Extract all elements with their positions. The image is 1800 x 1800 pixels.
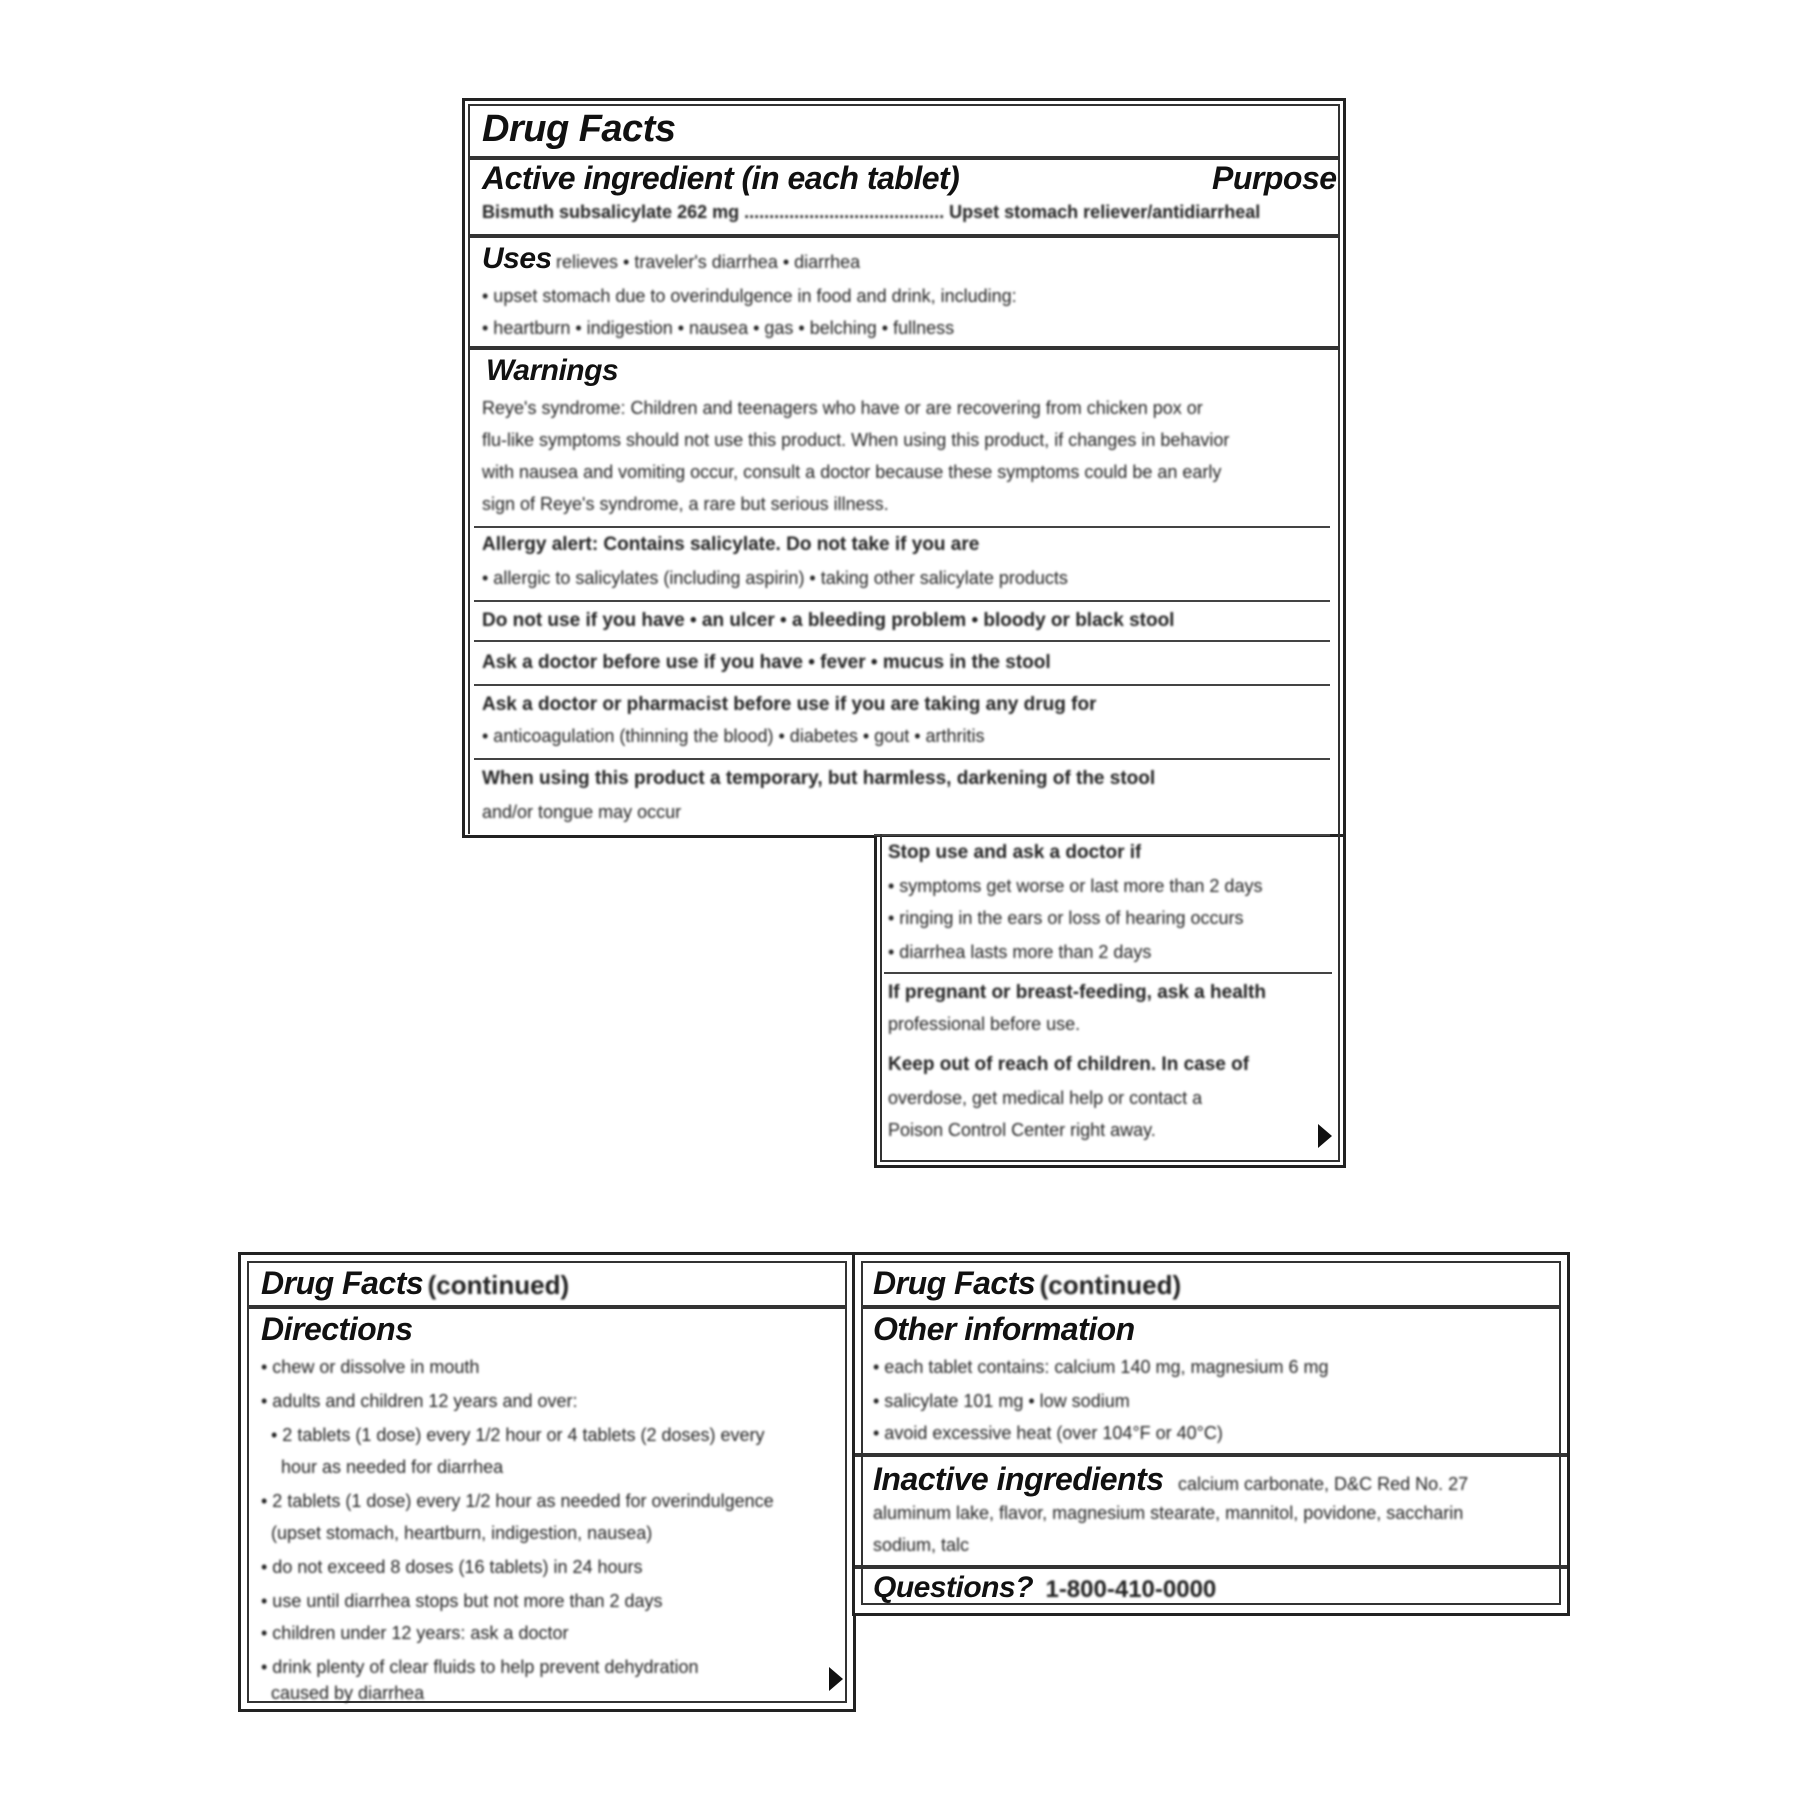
warnings-rule-1 bbox=[474, 526, 1330, 528]
directions-line-11: caused by diarrhea bbox=[261, 1683, 425, 1703]
uses-line-3: • heartburn • indigestion • nausea • gas • belching • fullness bbox=[482, 318, 955, 338]
when-using-line-2: and/or tongue may occur bbox=[482, 802, 682, 822]
questions-heading: Questions? bbox=[873, 1571, 1034, 1604]
panel-other-title-rule bbox=[863, 1305, 1559, 1309]
warnings-rule-5 bbox=[474, 758, 1330, 760]
inactive-ingredients-heading: Inactive ingredients bbox=[873, 1461, 1164, 1497]
warnings-rule-4 bbox=[474, 684, 1330, 686]
warnings-rule-2 bbox=[474, 600, 1330, 602]
pregnant-line-2: professional before use. bbox=[888, 1014, 1081, 1034]
other-information-heading: Other information bbox=[873, 1311, 1135, 1347]
panel-other-title-row bbox=[873, 1265, 1181, 1302]
warnings-line-4: sign of Reye's syndrome, a rare but serious illness. bbox=[482, 494, 889, 514]
ask-doctor-line: Ask a doctor before use if you have • fever • mucus in the stool bbox=[482, 652, 1051, 673]
questions-phone: 1-800-410-0000 bbox=[1045, 1576, 1217, 1603]
when-using-line-1: When using this product a temporary, but harmless, darkening of the stool bbox=[482, 768, 1156, 789]
warnings-heading: Warnings bbox=[486, 354, 619, 387]
stop-use-line-1: Stop use and ask a doctor if bbox=[888, 842, 1142, 863]
warnings-rule-7 bbox=[884, 972, 1332, 974]
warnings-line-1: Reye's syndrome: Children and teenagers who have or are recovering from chicken pox or bbox=[482, 398, 1203, 418]
active-rule bbox=[470, 234, 1338, 238]
allergy-line-1: Allergy alert: Contains salicylate. Do not take if you are bbox=[482, 534, 980, 555]
keep-out-line-2: overdose, get medical help or contact a bbox=[888, 1088, 1203, 1108]
directions-line-3: • 2 tablets (1 dose) every 1/2 hour or 4 tablets (2 doses) every bbox=[261, 1425, 765, 1445]
directions-line-8: • use until diarrhea stops but not more than 2 days bbox=[261, 1591, 663, 1611]
active-ingredient-line: Bismuth subsalicylate 262 mg ........................................ Upset stomach reliever/antidiarrheal bbox=[482, 202, 1261, 222]
panel-other-title-suffix: (continued) bbox=[1039, 1270, 1182, 1300]
panel-directions-title-rule bbox=[249, 1305, 845, 1309]
drug-facts-panel-directions bbox=[238, 1252, 856, 1712]
warnings-line-2: flu-like symptoms should not use this product. When using this product, if changes in behavior bbox=[482, 430, 1230, 450]
panel-directions-title: Drug Facts bbox=[261, 1265, 424, 1301]
other-info-line-3: • avoid excessive heat (over 104°F or 40°C) bbox=[873, 1423, 1223, 1443]
triangle-right-icon bbox=[829, 1667, 843, 1691]
allergy-line-2: • allergic to salicylates (including aspirin) • taking other salicylate products bbox=[482, 568, 1068, 588]
active-ingredient-heading: Active ingredient (in each tablet) bbox=[482, 160, 960, 196]
inactive-ingredients-line-3: sodium, talc bbox=[873, 1535, 970, 1555]
directions-line-10: • drink plenty of clear fluids to help prevent dehydration bbox=[261, 1657, 699, 1677]
inactive-ingredients-line-1: calcium carbonate, D&C Red No. 27 bbox=[1177, 1474, 1469, 1494]
directions-line-7: • do not exceed 8 doses (16 tablets) in 24 hours bbox=[261, 1557, 643, 1577]
keep-out-line-1: Keep out of reach of children. In case of bbox=[888, 1054, 1250, 1075]
triangle-right-icon bbox=[1318, 1124, 1332, 1148]
keep-out-line-3: Poison Control Center right away. bbox=[888, 1120, 1156, 1140]
inactive-ingredients-row bbox=[873, 1461, 1468, 1498]
inactive-rule bbox=[855, 1565, 1567, 1569]
directions-line-4: hour as needed for diarrhea bbox=[261, 1457, 504, 1477]
warnings-line-3: with nausea and vomiting occur, consult a doctor because these symptoms could be an early bbox=[482, 462, 1222, 482]
stop-use-line-2: • symptoms get worse or last more than 2 days bbox=[888, 876, 1263, 896]
pregnant-line-1: If pregnant or breast-feeding, ask a health bbox=[888, 982, 1266, 1003]
stop-use-line-4: • diarrhea lasts more than 2 days bbox=[888, 942, 1152, 962]
uses-line-2: • upset stomach due to overindulgence in food and drink, including: bbox=[482, 286, 1017, 306]
other-info-line-2: • salicylate 101 mg • low sodium bbox=[873, 1391, 1130, 1411]
inactive-ingredients-line-2: aluminum lake, flavor, magnesium stearate, mannitol, povidone, saccharin bbox=[873, 1503, 1464, 1523]
directions-line-5: • 2 tablets (1 dose) every 1/2 hour as needed for overindulgence bbox=[261, 1491, 774, 1511]
uses-heading: Uses bbox=[482, 242, 552, 275]
warnings-rule-3 bbox=[474, 640, 1330, 642]
drug-facts-panel-other bbox=[852, 1252, 1570, 1616]
stop-use-line-3: • ringing in the ears or loss of hearing occurs bbox=[888, 908, 1244, 928]
purpose-heading: Purpose bbox=[1212, 160, 1337, 196]
panel-other-title: Drug Facts bbox=[873, 1265, 1036, 1301]
ask-pharmacist-line-1: Ask a doctor or pharmacist before use if you are taking any drug for bbox=[482, 694, 1097, 715]
drug-facts-title: Drug Facts bbox=[482, 108, 676, 150]
panel-directions-title-row bbox=[261, 1265, 569, 1302]
uses-line-1: relieves • traveler's diarrhea • diarrhea bbox=[556, 252, 861, 272]
do-not-use-line: Do not use if you have • an ulcer • a bleeding problem • bloody or black stool bbox=[482, 610, 1175, 631]
directions-line-6: (upset stomach, heartburn, indigestion, nausea) bbox=[261, 1523, 653, 1543]
panel-directions-title-suffix: (continued) bbox=[427, 1270, 570, 1300]
directions-heading: Directions bbox=[261, 1311, 413, 1347]
other-info-line-1: • each tablet contains: calcium 140 mg, magnesium 6 mg bbox=[873, 1357, 1329, 1377]
directions-line-2: • adults and children 12 years and over: bbox=[261, 1391, 578, 1411]
other-info-rule bbox=[855, 1453, 1567, 1457]
questions-row bbox=[873, 1571, 1216, 1605]
directions-line-1: • chew or dissolve in mouth bbox=[261, 1357, 480, 1377]
ask-pharmacist-line-2: • anticoagulation (thinning the blood) • diabetes • gout • arthritis bbox=[482, 726, 985, 746]
directions-line-9: • children under 12 years: ask a doctor bbox=[261, 1623, 569, 1643]
uses-rule bbox=[470, 346, 1338, 350]
